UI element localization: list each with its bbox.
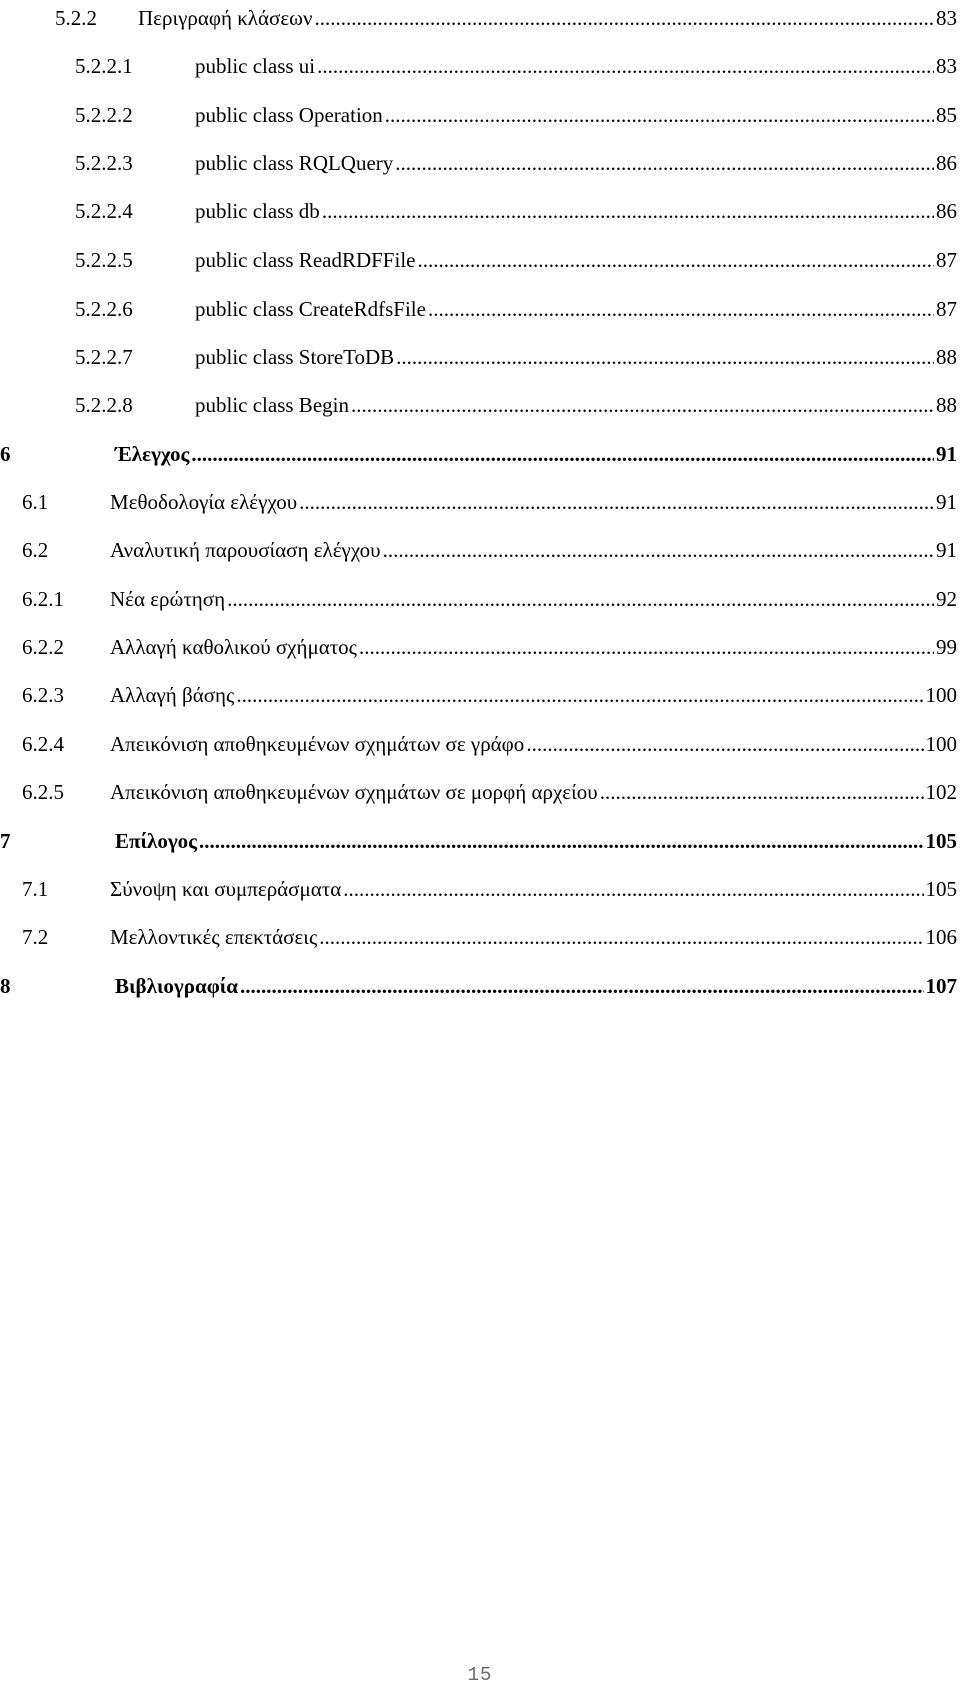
toc-dot-leader <box>351 391 934 419</box>
toc-dot-leader <box>240 972 923 1000</box>
toc-dot-leader <box>417 246 934 274</box>
toc-entry-title: public class db <box>195 199 320 223</box>
toc-dot-leader <box>343 875 923 903</box>
page-number: 15 <box>467 1664 493 1686</box>
toc-entry-page: 100 <box>925 683 957 707</box>
toc-entry-page: 92 <box>936 587 957 611</box>
toc-entry <box>75 149 957 177</box>
toc-entry-title: public class CreateRdfsFile <box>195 297 426 321</box>
toc-entry <box>75 101 957 129</box>
toc-entry-title: Απεικόνιση αποθηκευμένων σχημάτων σε μορφή αρχείου <box>110 780 598 804</box>
toc-entry-page: 87 <box>936 297 957 321</box>
toc-entry-page: 86 <box>936 151 957 175</box>
toc-entry <box>55 4 957 32</box>
toc-dot-leader <box>317 52 934 80</box>
toc-dot-leader <box>227 585 934 613</box>
toc-entry-number: 6.2 <box>22 538 49 562</box>
toc-entry-page: 88 <box>936 345 957 369</box>
toc-entry-number: 5.2.2.7 <box>75 345 133 369</box>
toc-entry <box>22 488 957 516</box>
toc-entry-title: Αναλυτική παρουσίαση ελέγχου <box>110 538 381 562</box>
toc-entry-number: 5.2.2 <box>55 6 97 30</box>
toc-entry <box>22 585 957 613</box>
toc-entry-title: public class RQLQuery <box>195 151 394 175</box>
toc-entry-title: Αλλαγή βάσης <box>110 683 235 707</box>
toc-entry <box>75 295 957 323</box>
toc-entry <box>22 633 957 661</box>
toc-entry <box>22 536 957 564</box>
toc-entry-title: Μελλοντικές επεκτάσεις <box>110 925 318 949</box>
toc-entry-title: Απεικόνιση αποθηκευμένων σχημάτων σε γράφο <box>110 732 525 756</box>
toc-dot-leader <box>428 295 934 323</box>
toc-entry-number: 5.2.2.1 <box>75 54 133 78</box>
toc-entry-title: public class Operation <box>195 103 383 127</box>
toc-entry <box>22 923 957 951</box>
toc-dot-leader <box>526 730 923 758</box>
toc-dot-leader <box>359 633 934 661</box>
toc-entry <box>22 730 957 758</box>
toc-entry-title: Επίλογος <box>115 829 198 853</box>
toc-dot-leader <box>385 101 934 129</box>
toc-entry-page: 99 <box>936 635 957 659</box>
toc-entry-number: 5.2.2.6 <box>75 297 133 321</box>
toc-entry-page: 85 <box>936 103 957 127</box>
toc-entry <box>75 52 957 80</box>
toc-entry-page: 106 <box>925 925 957 949</box>
toc-entry-page: 100 <box>925 732 957 756</box>
toc-entry-number: 8 <box>0 974 11 998</box>
toc-entry-number: 7 <box>0 829 11 853</box>
toc-dot-leader <box>191 440 934 468</box>
toc-entry-number: 6.2.2 <box>22 635 64 659</box>
toc-dot-leader <box>600 778 924 806</box>
toc-dot-leader <box>236 681 923 709</box>
toc-entry-page: 107 <box>925 974 957 998</box>
toc-entry <box>75 197 957 225</box>
toc-entry-title: public class StoreToDB <box>195 345 395 369</box>
toc-entry-number: 5.2.2.3 <box>75 151 133 175</box>
toc-entry <box>75 391 957 419</box>
toc-entry-page: 105 <box>925 877 957 901</box>
toc-entry-title: Σύνοψη και συμπεράσματα <box>110 877 342 901</box>
toc-entry-title: Μεθοδολογία ελέγχου <box>110 490 298 514</box>
toc-entry-title: Βιβλιογραφία <box>115 974 239 998</box>
toc-entry-page: 88 <box>936 393 957 417</box>
toc-entry-title: Νέα ερώτηση <box>110 587 226 611</box>
toc-entry <box>75 246 957 274</box>
toc-entry-page: 102 <box>925 780 957 804</box>
toc-dot-leader <box>322 197 934 225</box>
toc-entry-number: 6.1 <box>22 490 49 514</box>
toc-entry-number: 5.2.2.8 <box>75 393 133 417</box>
toc-entry-title: public class ReadRDFFile <box>195 248 416 272</box>
toc-entry-number: 6.2.3 <box>22 683 64 707</box>
toc-entry-title: Περιγραφή κλάσεων <box>138 6 313 30</box>
toc-entry-page: 91 <box>936 538 957 562</box>
toc-entry <box>0 972 957 1000</box>
toc-entry-number: 6 <box>0 442 11 466</box>
toc-entry-page: 86 <box>936 199 957 223</box>
toc-entry-page: 91 <box>936 442 957 466</box>
toc-entry-title: Αλλαγή καθολικού σχήματος <box>110 635 357 659</box>
toc-entry <box>0 440 957 468</box>
toc-entry <box>22 681 957 709</box>
toc-dot-leader <box>299 488 934 516</box>
toc-entry <box>22 875 957 903</box>
toc-entry <box>0 827 957 855</box>
toc-entry-number: 5.2.2.4 <box>75 199 133 223</box>
toc-entry <box>75 343 957 371</box>
toc-entry-number: 7.2 <box>22 925 49 949</box>
toc-entry-page: 91 <box>936 490 957 514</box>
toc-entry-page: 83 <box>936 6 957 30</box>
toc-entry-page: 87 <box>936 248 957 272</box>
toc-dot-leader <box>314 4 934 32</box>
toc-entry-number: 6.2.1 <box>22 587 64 611</box>
toc-entry-title: Έλεγχος <box>115 442 190 466</box>
toc-entry-number: 5.2.2.2 <box>75 103 133 127</box>
toc-entry-page: 105 <box>925 829 957 853</box>
toc-entry-number: 5.2.2.5 <box>75 248 133 272</box>
toc-entry <box>22 778 957 806</box>
toc-dot-leader <box>319 923 923 951</box>
toc-entry-title: public class Begin <box>195 393 349 417</box>
toc-dot-leader <box>199 827 923 855</box>
toc-dot-leader <box>395 149 934 177</box>
toc-entry-title: public class ui <box>195 54 316 78</box>
toc-entry-number: 6.2.4 <box>22 732 64 756</box>
toc-dot-leader <box>396 343 934 371</box>
toc-entry-number: 7.1 <box>22 877 49 901</box>
toc-entry-page: 83 <box>936 54 957 78</box>
toc-entry-number: 6.2.5 <box>22 780 64 804</box>
toc-dot-leader <box>383 536 934 564</box>
